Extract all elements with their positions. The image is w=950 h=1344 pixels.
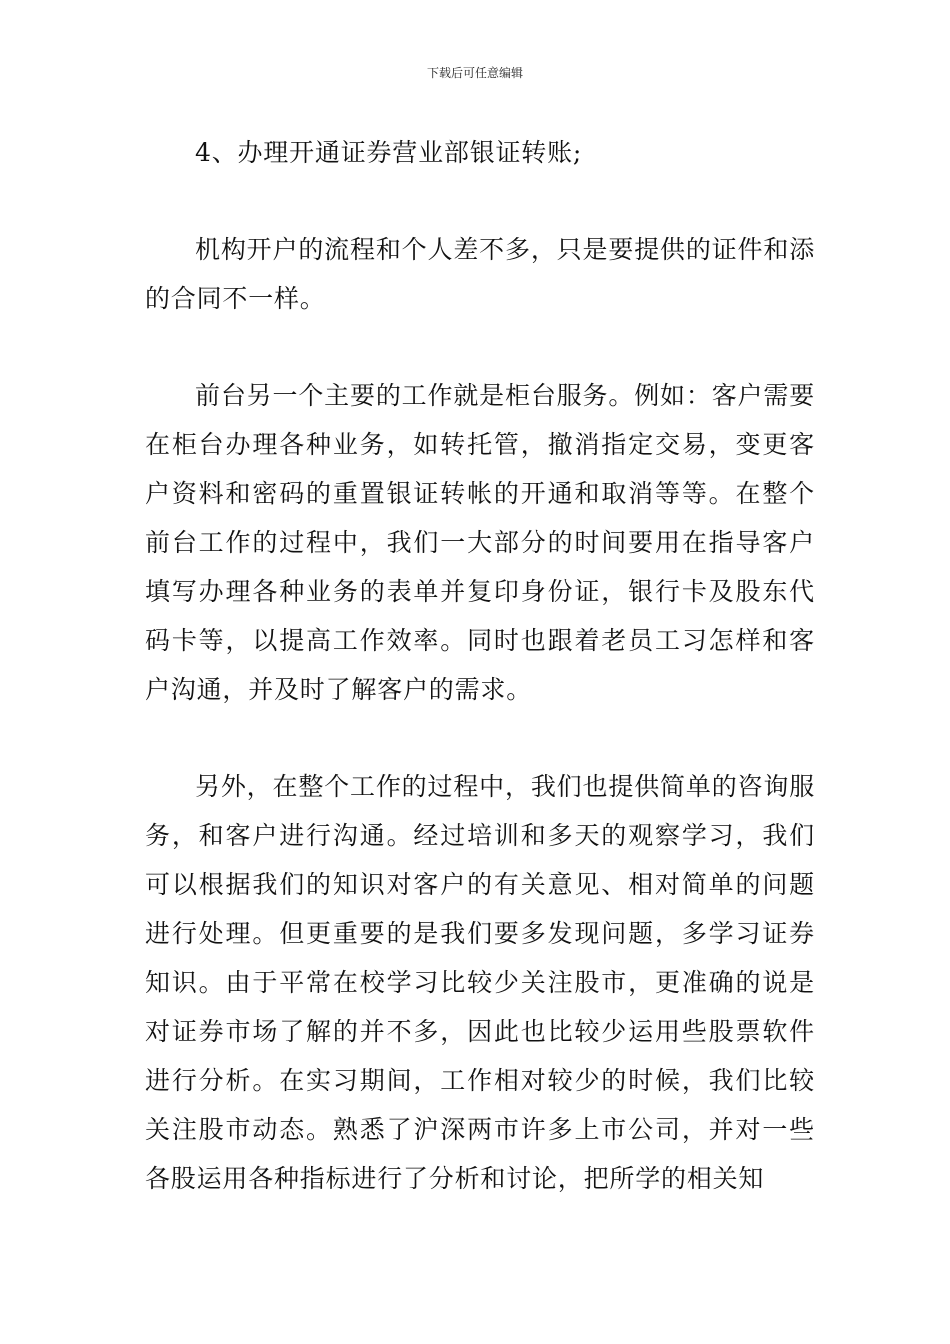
paragraph-counter-service: 前台另一个主要的工作就是柜台服务。例如：客户需要在柜台办理各种业务，如转托管，撤消指定交易，变更客户资料和密码的重置银证转帐的开通和取消等等。在整个前台工作的过程中，我们一大部分的时间要用在指导客户填写办理各种业务的表单并复印身份证，银行卡及股东代码卡等，以提高工作效率。同时也跟着老员工习怎样和客户沟通，并及时了解客户的需求。 — [145, 381, 815, 704]
paragraph-consulting-service: 另外，在整个工作的过程中，我们也提供简单的咨询服务，和客户进行沟通。经过培训和多天的观察学习，我们可以根据我们的知识对客户的有关意见、相对简单的问题进行处理。但更重要的是我们要多发现问题，多学习证券知识。由于平常在校学习比较少关注股市，更准确的说是对证券市场了解的并不多，因此也比较少运用些股票软件进行分析。在实习期间，工作相对较少的时候，我们比较关注股市动态。熟悉了沪深两市许多上市公司，并对一些各股运用各种指标进行了分析和讨论，把所学的相关知 — [145, 772, 815, 1193]
paragraph-step-4: 4、办理开通证券营业部银证转账; — [195, 138, 583, 167]
paragraph-institutional-account: 机构开户的流程和个人差不多，只是要提供的证件和添的合同不一样。 — [145, 235, 815, 313]
document-body — [145, 128, 815, 1203]
page-header: 下载后可任意编辑 — [426, 66, 523, 80]
